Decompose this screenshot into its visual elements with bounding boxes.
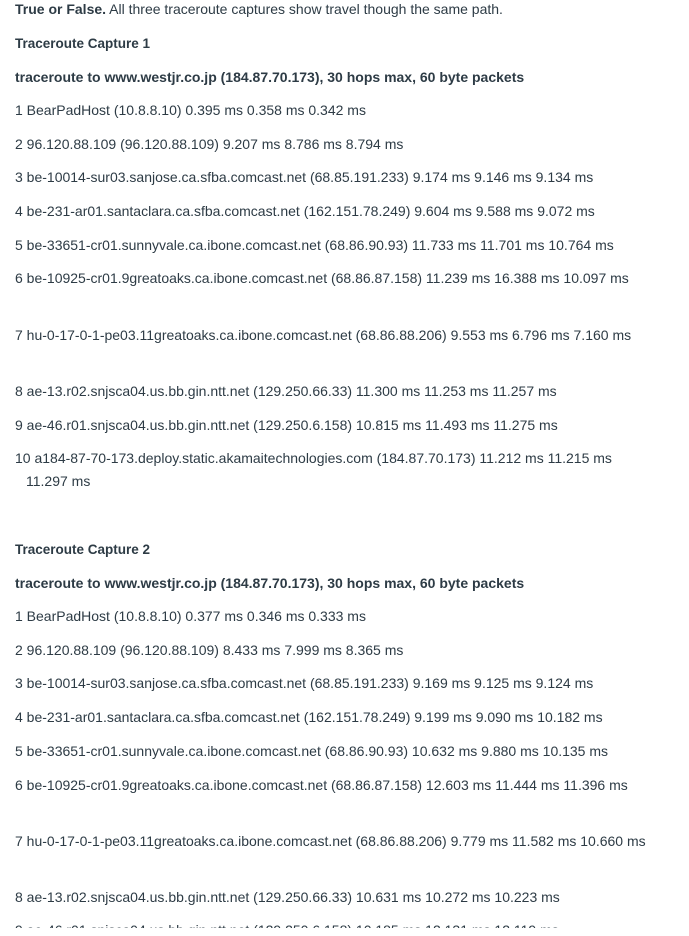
capture-1-hop: 3 be-10014-sur03.sanjose.ca.sfba.comcast.net (68.85.191.233) 9.174 ms 9.146 ms 9.134 ms xyxy=(15,169,594,185)
capture-2-title: Traceroute Capture 2 xyxy=(15,542,151,557)
capture-2-hop: 3 be-10014-sur03.sanjose.ca.sfba.comcast.net (68.85.191.233) 9.169 ms 9.125 ms 9.124 ms xyxy=(15,675,594,691)
capture-1-hop: 6 be-10925-cr01.9greatoaks.ca.ibone.comcast.net (68.86.87.158) 11.239 ms 16.388 ms 10.097 ms xyxy=(15,270,629,286)
capture-1-hop-continuation: 11.297 ms xyxy=(26,473,91,489)
question-prompt xyxy=(15,1,685,18)
capture-2-hop: 5 be-33651-cr01.sunnyvale.ca.ibone.comcast.net (68.86.90.93) 10.632 ms 9.880 ms 10.135 ms xyxy=(15,743,609,759)
question-lead: True or False. xyxy=(15,1,107,17)
capture-2-header: traceroute to www.westjr.co.jp (184.87.70.173), 30 hops max, 60 byte packets xyxy=(15,575,525,591)
capture-2-hop: 1 BearPadHost (10.8.8.10) 0.377 ms 0.346 ms 0.333 ms xyxy=(15,608,366,624)
page-cutoff xyxy=(0,928,689,936)
capture-1-hop: 4 be-231-ar01.santaclara.ca.sfba.comcast.net (162.151.78.249) 9.604 ms 9.588 ms 9.072 ms xyxy=(15,203,595,219)
capture-2-hop: 8 ae-13.r02.snjsca04.us.bb.gin.ntt.net (129.250.66.33) 10.631 ms 10.272 ms 10.223 ms xyxy=(15,889,560,905)
capture-1-hop: 5 be-33651-cr01.sunnyvale.ca.ibone.comcast.net (68.86.90.93) 11.733 ms 11.701 ms 10.764 ms xyxy=(15,237,614,253)
capture-1-hop: 9 ae-46.r01.snjsca04.us.bb.gin.ntt.net (129.250.6.158) 10.815 ms 11.493 ms 11.275 ms xyxy=(15,417,558,433)
capture-1-title: Traceroute Capture 1 xyxy=(15,36,151,51)
capture-1-hop: 7 hu-0-17-0-1-pe03.11greatoaks.ca.ibone.comcast.net (68.86.88.206) 9.553 ms 6.796 ms 7.160 ms xyxy=(15,327,632,343)
question-text: All three traceroute captures show travel though the same path. xyxy=(106,1,503,17)
capture-2-hop: 4 be-231-ar01.santaclara.ca.sfba.comcast.net (162.151.78.249) 9.199 ms 9.090 ms 10.182 ms xyxy=(15,709,603,725)
capture-1-header: traceroute to www.westjr.co.jp (184.87.70.173), 30 hops max, 60 byte packets xyxy=(15,69,525,85)
capture-2-hop: 2 96.120.88.109 (96.120.88.109) 8.433 ms 7.999 ms 8.365 ms xyxy=(15,642,404,658)
capture-1-hop: 8 ae-13.r02.snjsca04.us.bb.gin.ntt.net (129.250.66.33) 11.300 ms 11.253 ms 11.257 ms xyxy=(15,383,557,399)
capture-2-hop: 6 be-10925-cr01.9greatoaks.ca.ibone.comcast.net (68.86.87.158) 12.603 ms 11.444 ms 11.396 ms xyxy=(15,777,628,793)
capture-1-hop: 10 a184-87-70-173.deploy.static.akamaitechnologies.com (184.87.70.173) 11.212 ms 11.215 ms xyxy=(15,450,612,466)
capture-2-hop: 7 hu-0-17-0-1-pe03.11greatoaks.ca.ibone.comcast.net (68.86.88.206) 9.779 ms 11.582 ms 10.660 ms xyxy=(15,833,646,849)
capture-1-hop: 1 BearPadHost (10.8.8.10) 0.395 ms 0.358 ms 0.342 ms xyxy=(15,102,366,118)
capture-1-hop: 2 96.120.88.109 (96.120.88.109) 9.207 ms 8.786 ms 8.794 ms xyxy=(15,136,404,152)
